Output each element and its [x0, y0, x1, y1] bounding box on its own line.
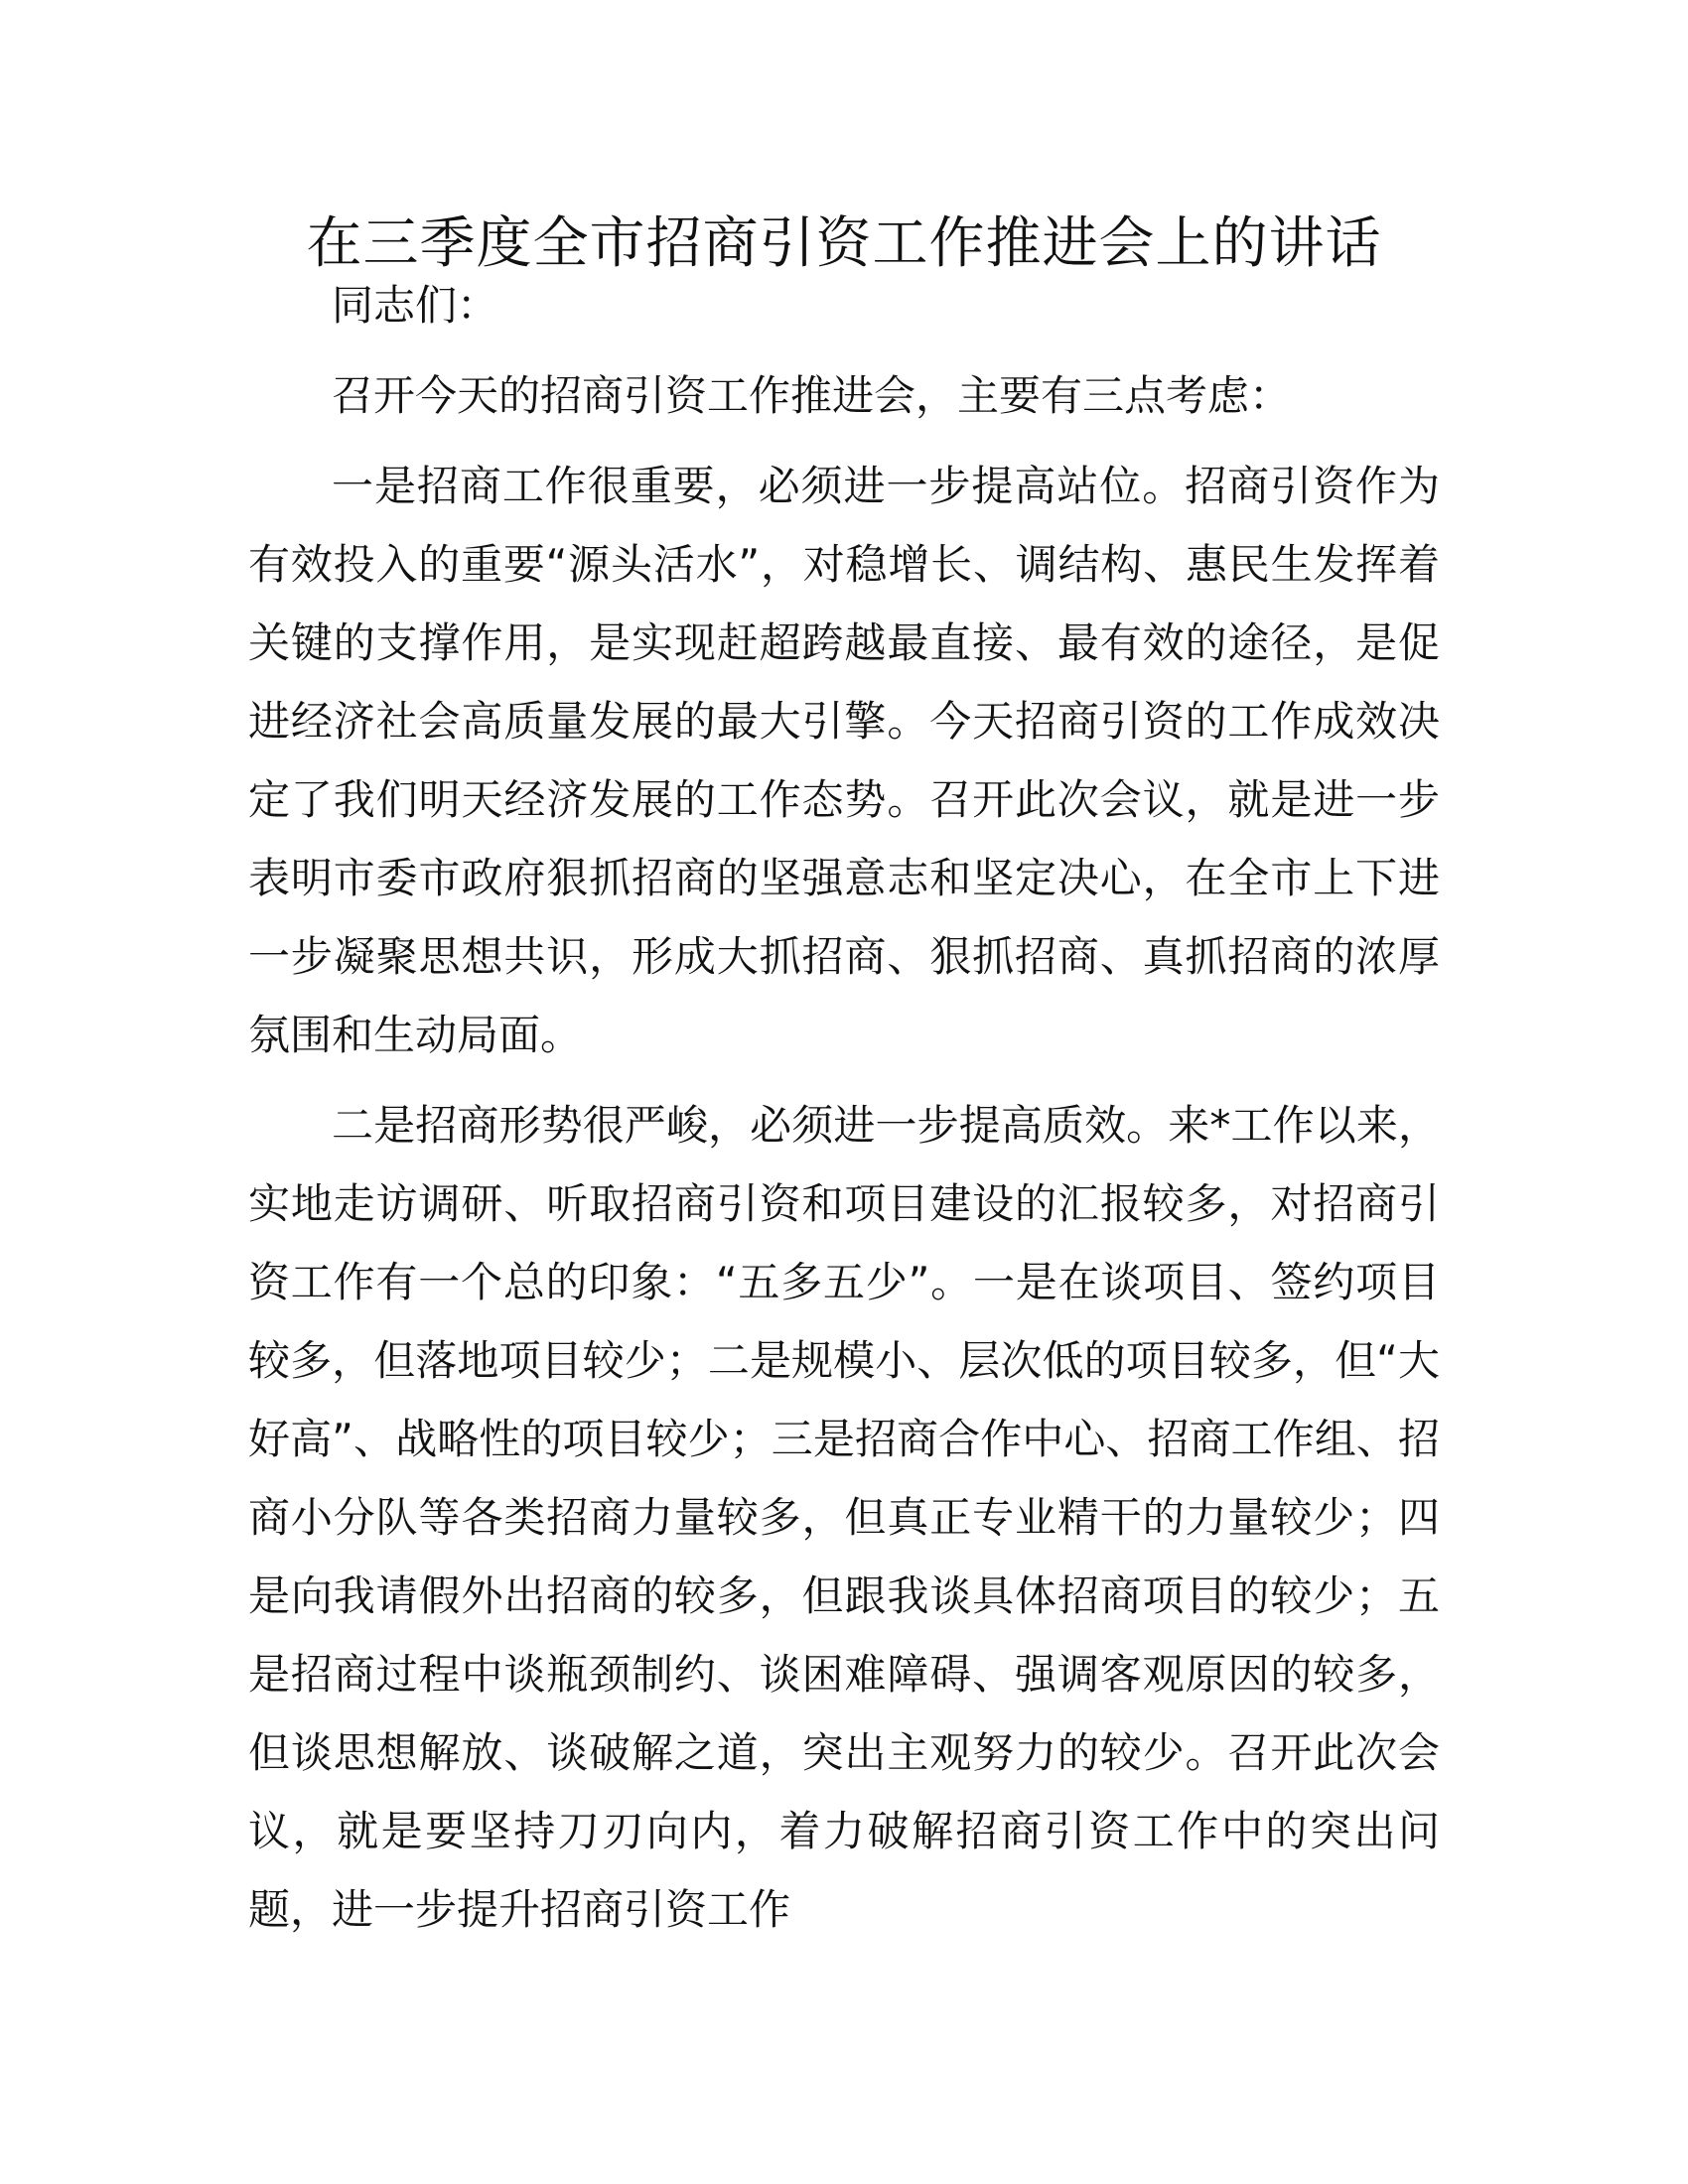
paragraph-point-two: 二是招商形势很严峻，必须进一步提高质效。来*工作以来，实地走访调研、听取招商引资和项目建设的汇报较多，对招商引资工作有一个总的印象：“五多五少”。一是在谈项目、签约项目较多，但落地项目较少；二是规模小、层次低的项目较多，但“大好高”、战略性的项目较少；三是招商合作中心、招商工作组、招商小分队等各类招商力量较多，但真正专业精干的力量较少；四是向我请假外出招商的较多，但跟我谈具体招商项目的较少；五是招商过程中谈瓶颈制约、谈困难障碍、强调客观原因的较多，但谈思想解放、谈破解之道，突出主观努力的较少。召开此次会议，就是要坚持刀刃向内，着力破解招商引资工作中的突出问题，进一步提升招商引资工作: [248, 1101, 1440, 1934]
paragraph-intro: 召开今天的招商引资工作推进会，主要有三点考虑：: [332, 371, 1292, 420]
salutation: 同志们：: [332, 281, 499, 330]
document-body: [248, 266, 1440, 1961]
document-title: 在三季度全市招商引资工作推进会上的讲话: [306, 211, 1382, 276]
paragraph-point-one: 一是招商工作很重要，必须进一步提高站位。招商引资作为有效投入的重要“源头活水”，对稳增长、调结构、惠民生发挥着关键的支撑作用，是实现赶超跨越最直接、最有效的途径，是促进经济社会高质量发展的最大引擎。今天招商引资的工作成效决定了我们明天经济发展的工作态势。召开此次会议，就是进一步表明市委市政府狠抓招商的坚强意志和坚定决心，在全市上下进一步凝聚思想共识，形成大抓招商、狠抓招商、真抓招商的浓厚氛围和生动局面。: [248, 462, 1440, 1059]
